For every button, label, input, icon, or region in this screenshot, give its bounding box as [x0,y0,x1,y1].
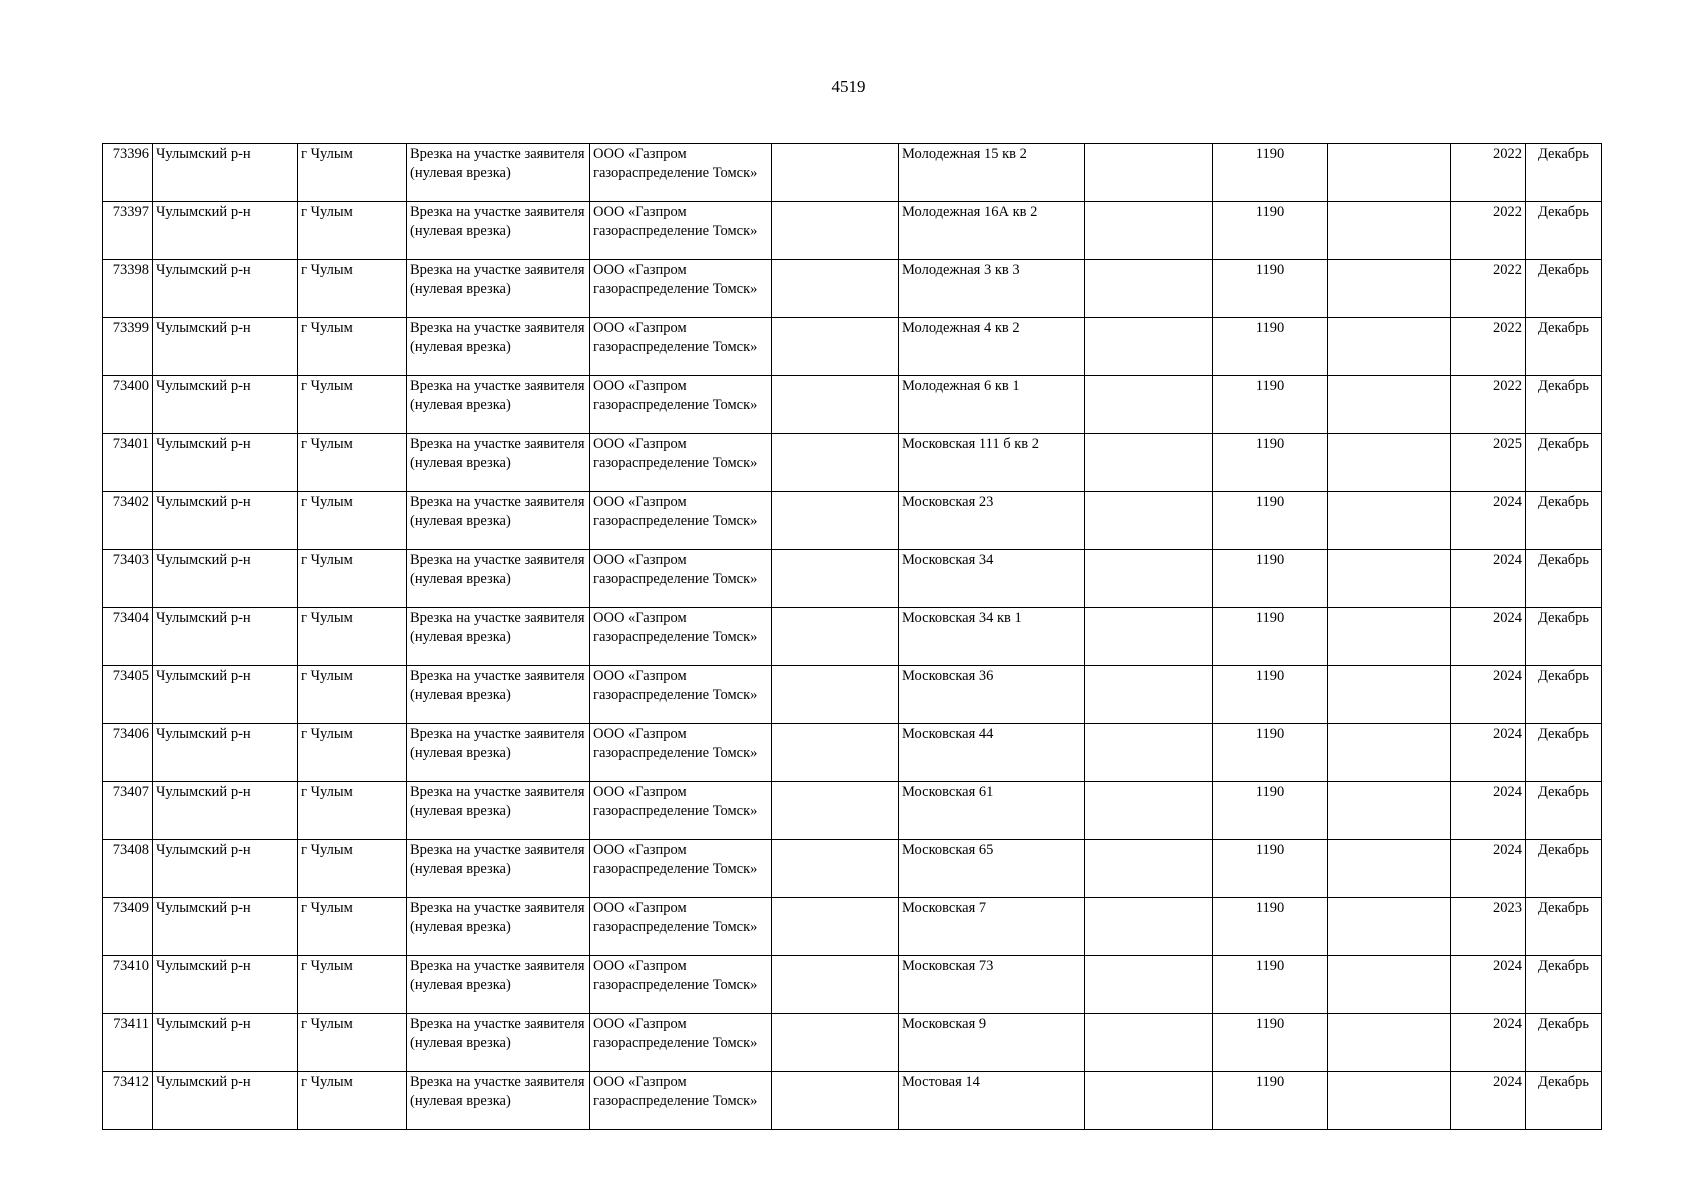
cell-organization: ООО «Газпром газораспределение Томск» [590,492,772,550]
cell-address: Московская 111 б кв 2 [899,434,1085,492]
cell-address: Московская 73 [899,956,1085,1014]
cell-empty [772,492,899,550]
cell-record-number: 73407 [103,782,153,840]
cell-value: 1190 [1213,202,1328,260]
cell-address: Молодежная 4 кв 2 [899,318,1085,376]
cell-year: 2024 [1451,666,1526,724]
cell-empty [1328,434,1451,492]
cell-month: Декабрь [1526,1072,1602,1130]
registry-table-body [103,144,1602,1130]
cell-work-type: Врезка на участке заявителя (нулевая врезка) [407,202,590,260]
cell-work-type: Врезка на участке заявителя (нулевая врезка) [407,376,590,434]
cell-empty [1085,666,1213,724]
cell-work-type: Врезка на участке заявителя (нулевая врезка) [407,492,590,550]
cell-record-number: 73411 [103,1014,153,1072]
cell-organization: ООО «Газпром газораспределение Томск» [590,202,772,260]
cell-empty [772,202,899,260]
cell-value: 1190 [1213,782,1328,840]
cell-locality: г Чулым [298,318,407,376]
cell-empty [1328,898,1451,956]
registry-table [102,143,1602,1130]
table-row [103,434,1602,492]
table-row [103,608,1602,666]
cell-empty [1085,144,1213,202]
cell-district: Чулымский р-н [153,956,298,1014]
cell-empty [1328,1014,1451,1072]
table-row [103,318,1602,376]
cell-organization: ООО «Газпром газораспределение Томск» [590,956,772,1014]
cell-work-type: Врезка на участке заявителя (нулевая врезка) [407,260,590,318]
cell-month: Декабрь [1526,202,1602,260]
cell-month: Декабрь [1526,666,1602,724]
cell-work-type: Врезка на участке заявителя (нулевая врезка) [407,898,590,956]
cell-address: Молодежная 16А кв 2 [899,202,1085,260]
cell-year: 2022 [1451,376,1526,434]
cell-district: Чулымский р-н [153,434,298,492]
cell-empty [1085,202,1213,260]
cell-empty [772,724,899,782]
cell-locality: г Чулым [298,1072,407,1130]
table-row [103,144,1602,202]
cell-locality: г Чулым [298,260,407,318]
table-row [103,202,1602,260]
cell-empty [1085,840,1213,898]
table-row [103,1072,1602,1130]
cell-locality: г Чулым [298,608,407,666]
cell-empty [772,144,899,202]
cell-empty [1328,724,1451,782]
cell-address: Московская 44 [899,724,1085,782]
cell-locality: г Чулым [298,144,407,202]
cell-value: 1190 [1213,608,1328,666]
cell-organization: ООО «Газпром газораспределение Томск» [590,376,772,434]
cell-address: Московская 34 [899,550,1085,608]
cell-empty [1085,956,1213,1014]
cell-value: 1190 [1213,144,1328,202]
cell-empty [1085,550,1213,608]
cell-organization: ООО «Газпром газораспределение Томск» [590,144,772,202]
cell-empty [1328,956,1451,1014]
cell-empty [772,550,899,608]
cell-year: 2023 [1451,898,1526,956]
cell-empty [1085,898,1213,956]
cell-work-type: Врезка на участке заявителя (нулевая врезка) [407,434,590,492]
cell-district: Чулымский р-н [153,144,298,202]
cell-month: Декабрь [1526,260,1602,318]
cell-locality: г Чулым [298,956,407,1014]
cell-work-type: Врезка на участке заявителя (нулевая врезка) [407,1072,590,1130]
cell-year: 2024 [1451,1072,1526,1130]
cell-year: 2024 [1451,724,1526,782]
table-row [103,376,1602,434]
cell-empty [772,782,899,840]
cell-address: Московская 65 [899,840,1085,898]
cell-locality: г Чулым [298,666,407,724]
cell-empty [1085,318,1213,376]
cell-organization: ООО «Газпром газораспределение Томск» [590,666,772,724]
cell-month: Декабрь [1526,318,1602,376]
cell-empty [772,666,899,724]
cell-year: 2024 [1451,608,1526,666]
cell-value: 1190 [1213,840,1328,898]
table-row [103,492,1602,550]
cell-organization: ООО «Газпром газораспределение Томск» [590,260,772,318]
cell-record-number: 73412 [103,1072,153,1130]
cell-work-type: Врезка на участке заявителя (нулевая врезка) [407,666,590,724]
cell-value: 1190 [1213,1072,1328,1130]
cell-empty [1328,144,1451,202]
table-row [103,1014,1602,1072]
cell-address: Молодежная 3 кв 3 [899,260,1085,318]
cell-locality: г Чулым [298,782,407,840]
cell-empty [1328,840,1451,898]
cell-organization: ООО «Газпром газораспределение Томск» [590,434,772,492]
cell-record-number: 73408 [103,840,153,898]
cell-locality: г Чулым [298,898,407,956]
cell-empty [1328,550,1451,608]
cell-organization: ООО «Газпром газораспределение Томск» [590,318,772,376]
cell-year: 2022 [1451,144,1526,202]
cell-empty [1085,492,1213,550]
cell-organization: ООО «Газпром газораспределение Томск» [590,1014,772,1072]
cell-district: Чулымский р-н [153,318,298,376]
cell-year: 2024 [1451,956,1526,1014]
cell-record-number: 73406 [103,724,153,782]
cell-district: Чулымский р-н [153,608,298,666]
cell-value: 1190 [1213,492,1328,550]
cell-work-type: Врезка на участке заявителя (нулевая врезка) [407,782,590,840]
cell-empty [1085,260,1213,318]
cell-record-number: 73396 [103,144,153,202]
cell-organization: ООО «Газпром газораспределение Томск» [590,550,772,608]
cell-year: 2022 [1451,202,1526,260]
cell-record-number: 73399 [103,318,153,376]
cell-district: Чулымский р-н [153,492,298,550]
cell-address: Молодежная 15 кв 2 [899,144,1085,202]
cell-district: Чулымский р-н [153,898,298,956]
cell-year: 2025 [1451,434,1526,492]
cell-empty [772,898,899,956]
cell-month: Декабрь [1526,376,1602,434]
page-number: 4519 [831,77,866,96]
cell-month: Декабрь [1526,724,1602,782]
cell-work-type: Врезка на участке заявителя (нулевая врезка) [407,956,590,1014]
cell-month: Декабрь [1526,782,1602,840]
cell-address: Московская 34 кв 1 [899,608,1085,666]
cell-district: Чулымский р-н [153,666,298,724]
cell-year: 2024 [1451,492,1526,550]
table-row [103,840,1602,898]
cell-record-number: 73400 [103,376,153,434]
cell-record-number: 73404 [103,608,153,666]
cell-empty [1085,782,1213,840]
cell-address: Мостовая 14 [899,1072,1085,1130]
cell-empty [1085,724,1213,782]
cell-organization: ООО «Газпром газораспределение Томск» [590,608,772,666]
cell-month: Декабрь [1526,898,1602,956]
cell-district: Чулымский р-н [153,1014,298,1072]
cell-locality: г Чулым [298,492,407,550]
cell-work-type: Врезка на участке заявителя (нулевая врезка) [407,724,590,782]
cell-year: 2024 [1451,550,1526,608]
cell-empty [1328,782,1451,840]
cell-year: 2022 [1451,260,1526,318]
cell-address: Московская 9 [899,1014,1085,1072]
cell-empty [772,1072,899,1130]
table-row [103,956,1602,1014]
cell-locality: г Чулым [298,550,407,608]
cell-address: Московская 23 [899,492,1085,550]
cell-value: 1190 [1213,1014,1328,1072]
cell-address: Московская 61 [899,782,1085,840]
cell-year: 2024 [1451,782,1526,840]
cell-work-type: Врезка на участке заявителя (нулевая врезка) [407,144,590,202]
table-row [103,260,1602,318]
cell-district: Чулымский р-н [153,840,298,898]
cell-work-type: Врезка на участке заявителя (нулевая врезка) [407,608,590,666]
cell-empty [1085,434,1213,492]
cell-address: Московская 36 [899,666,1085,724]
cell-value: 1190 [1213,318,1328,376]
cell-value: 1190 [1213,434,1328,492]
table-row [103,898,1602,956]
cell-locality: г Чулым [298,202,407,260]
cell-year: 2024 [1451,1014,1526,1072]
cell-record-number: 73405 [103,666,153,724]
cell-empty [1328,608,1451,666]
cell-empty [772,260,899,318]
cell-empty [1328,492,1451,550]
cell-organization: ООО «Газпром газораспределение Томск» [590,1072,772,1130]
cell-work-type: Врезка на участке заявителя (нулевая врезка) [407,550,590,608]
cell-empty [1328,260,1451,318]
cell-empty [1328,1072,1451,1130]
cell-address: Московская 7 [899,898,1085,956]
cell-empty [1328,318,1451,376]
table-row [103,550,1602,608]
cell-work-type: Врезка на участке заявителя (нулевая врезка) [407,1014,590,1072]
cell-empty [1328,376,1451,434]
cell-district: Чулымский р-н [153,260,298,318]
cell-organization: ООО «Газпром газораспределение Томск» [590,840,772,898]
cell-empty [1328,202,1451,260]
cell-empty [1085,376,1213,434]
cell-record-number: 73397 [103,202,153,260]
cell-empty [1085,1072,1213,1130]
cell-empty [772,318,899,376]
cell-empty [772,840,899,898]
cell-organization: ООО «Газпром газораспределение Томск» [590,898,772,956]
cell-locality: г Чулым [298,434,407,492]
cell-record-number: 73402 [103,492,153,550]
cell-value: 1190 [1213,550,1328,608]
cell-month: Декабрь [1526,492,1602,550]
cell-value: 1190 [1213,724,1328,782]
cell-district: Чулымский р-н [153,550,298,608]
cell-locality: г Чулым [298,724,407,782]
cell-month: Декабрь [1526,144,1602,202]
cell-district: Чулымский р-н [153,202,298,260]
cell-empty [1085,1014,1213,1072]
cell-value: 1190 [1213,898,1328,956]
cell-district: Чулымский р-н [153,1072,298,1130]
cell-month: Декабрь [1526,1014,1602,1072]
cell-address: Молодежная 6 кв 1 [899,376,1085,434]
cell-value: 1190 [1213,376,1328,434]
cell-month: Декабрь [1526,434,1602,492]
table-row [103,724,1602,782]
cell-month: Декабрь [1526,550,1602,608]
cell-record-number: 73410 [103,956,153,1014]
cell-organization: ООО «Газпром газораспределение Томск» [590,782,772,840]
cell-year: 2022 [1451,318,1526,376]
cell-record-number: 73398 [103,260,153,318]
cell-year: 2024 [1451,840,1526,898]
cell-record-number: 73409 [103,898,153,956]
cell-month: Декабрь [1526,956,1602,1014]
cell-empty [1085,608,1213,666]
cell-work-type: Врезка на участке заявителя (нулевая врезка) [407,840,590,898]
cell-locality: г Чулым [298,376,407,434]
table-row [103,666,1602,724]
cell-locality: г Чулым [298,1014,407,1072]
cell-month: Декабрь [1526,608,1602,666]
cell-value: 1190 [1213,260,1328,318]
cell-empty [772,434,899,492]
cell-record-number: 73401 [103,434,153,492]
cell-district: Чулымский р-н [153,376,298,434]
cell-work-type: Врезка на участке заявителя (нулевая врезка) [407,318,590,376]
cell-record-number: 73403 [103,550,153,608]
cell-organization: ООО «Газпром газораспределение Томск» [590,724,772,782]
cell-empty [1328,666,1451,724]
cell-empty [772,376,899,434]
cell-empty [772,608,899,666]
table-row [103,782,1602,840]
cell-month: Декабрь [1526,840,1602,898]
cell-value: 1190 [1213,666,1328,724]
cell-district: Чулымский р-н [153,782,298,840]
cell-value: 1190 [1213,956,1328,1014]
cell-locality: г Чулым [298,840,407,898]
cell-empty [772,1014,899,1072]
cell-district: Чулымский р-н [153,724,298,782]
cell-empty [772,956,899,1014]
